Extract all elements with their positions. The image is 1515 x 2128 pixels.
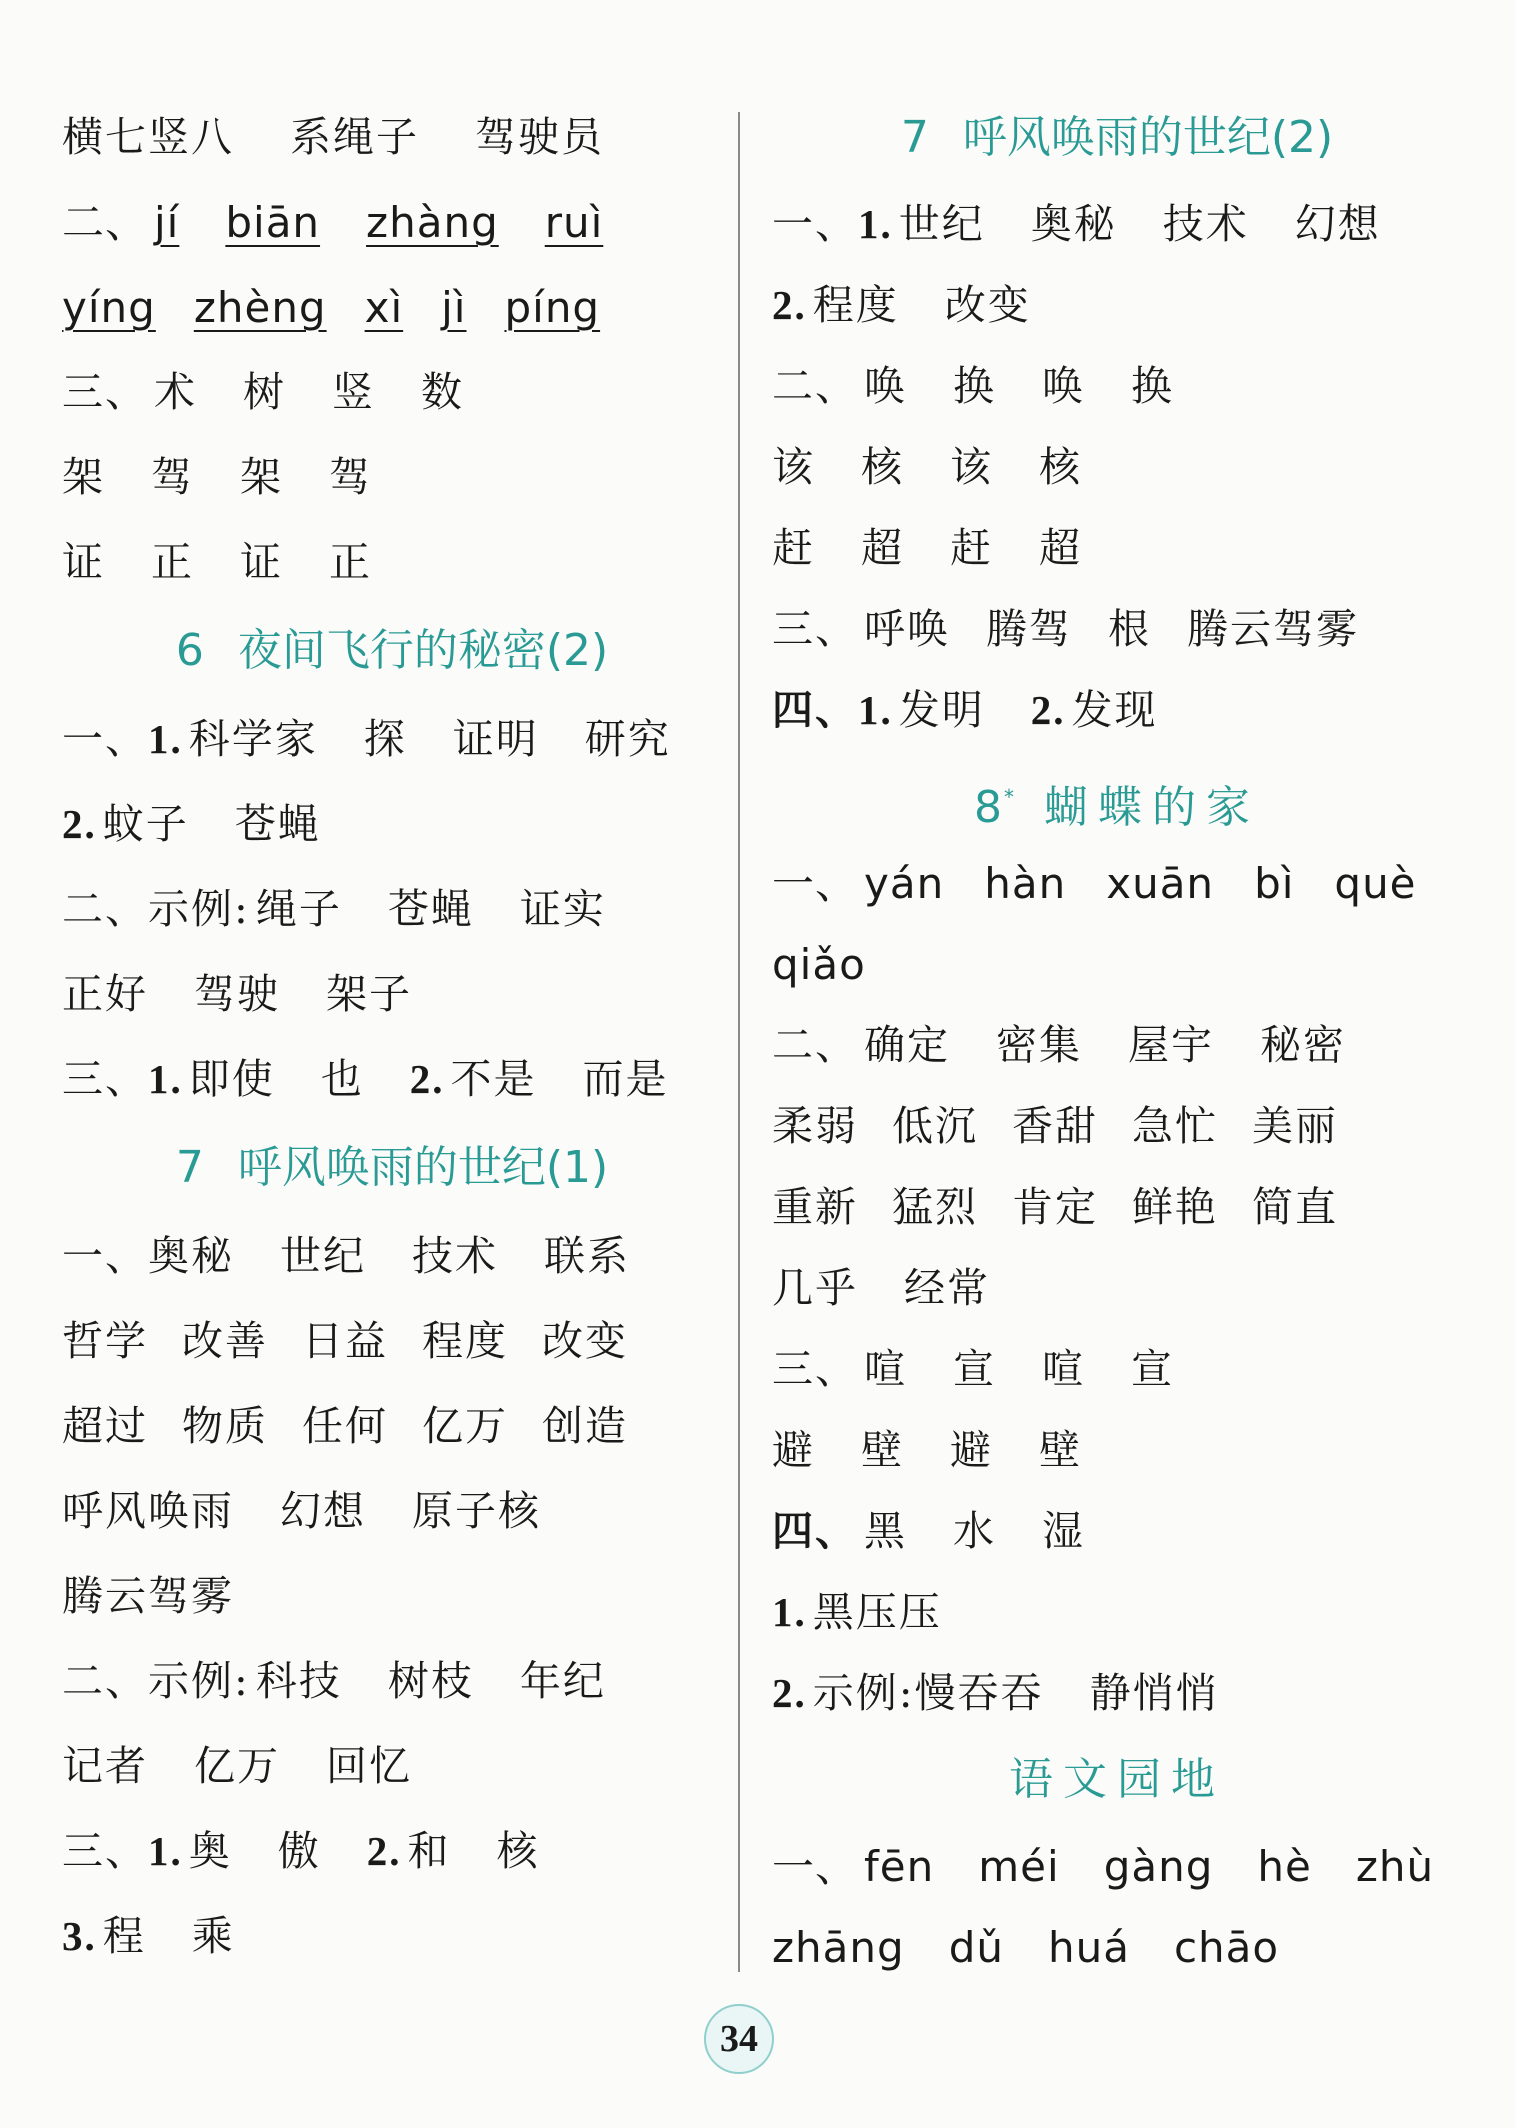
answer-line (62, 952, 722, 1037)
answer-word: 简直 (1252, 1183, 1338, 1231)
lesson-name: 夜间飞行的秘密(2) (237, 625, 609, 676)
answer-line (772, 1005, 1462, 1086)
answer-word: 程 (102, 1912, 146, 1960)
answer-line (62, 1554, 722, 1639)
answer-word: 亿万 (194, 1742, 280, 1790)
lesson-number: 6 (175, 625, 204, 676)
optional-mark: * (1004, 785, 1014, 809)
answer-word: 黑 (864, 1507, 907, 1555)
page-number: 34 (704, 2004, 774, 2074)
answer-word: 改变 (944, 281, 1031, 329)
lesson-title (62, 605, 722, 697)
pinyin-line (772, 1826, 1462, 1907)
answer-word: 密集 (996, 1021, 1082, 1069)
answer-word: 苍蝇 (387, 885, 474, 933)
answer-word: 换 (1131, 362, 1174, 410)
answer-line (772, 1653, 1462, 1734)
pinyin-line (772, 1907, 1462, 1988)
answer-line (772, 184, 1462, 265)
answer-word: 超过 (62, 1402, 148, 1450)
section-prefix: 二、 (62, 198, 149, 247)
item-number: 1. (148, 1056, 183, 1102)
answer-word: 正好 (62, 970, 148, 1018)
answer-word: 亿万 (422, 1402, 508, 1450)
answer-word: 证 (62, 538, 105, 586)
answer-word: 湿 (1042, 1507, 1085, 1555)
answer-word: 急忙 (1132, 1102, 1218, 1150)
answer-line (62, 1037, 722, 1122)
section-prefix: 三、 (62, 368, 148, 416)
section-prefix: 一、 (62, 715, 148, 763)
answer-word: 赶 (772, 524, 815, 572)
answer-word: 猛烈 (892, 1183, 978, 1231)
section-prefix: 二、示例: (62, 1657, 250, 1705)
answer-word: 乘 (191, 1912, 235, 1960)
answer-word: 世纪 (280, 1232, 366, 1280)
lesson-name: 呼风唤雨的世纪(2) (962, 112, 1334, 163)
pinyin: fēn (864, 1842, 935, 1891)
pinyin-line (62, 180, 722, 265)
answer-word: 秘密 (1260, 1021, 1346, 1069)
answer-word: 而是 (582, 1055, 669, 1103)
answer-word: 技术 (412, 1232, 498, 1280)
section-name: 语文园地 (1009, 1754, 1225, 1805)
answer-word: 记者 (62, 1742, 148, 1790)
item-number: 1. (858, 687, 893, 733)
pinyin: xì (364, 283, 404, 332)
answer-line (772, 1572, 1462, 1653)
answer-line (62, 782, 722, 867)
answer-word: 鲜艳 (1132, 1183, 1218, 1231)
answer-word: 腾驾 (986, 605, 1072, 653)
pinyin: chāo (1173, 1923, 1280, 1972)
answer-word: 架 (240, 453, 283, 501)
pinyin: ruì (544, 198, 604, 247)
answer-word: 壁 (1039, 1426, 1082, 1474)
item-number: 2. (366, 1828, 402, 1874)
answer-word: 不是 (450, 1055, 537, 1103)
answer-word: 蚊子 (102, 800, 189, 848)
answer-word: 经常 (904, 1264, 990, 1312)
answer-word: 呼风唤雨 (62, 1487, 234, 1535)
section-prefix: 三、 (62, 1827, 148, 1875)
pinyin: zhèng (193, 283, 327, 332)
answer-line (62, 520, 722, 605)
answer-word: 绳子 (255, 885, 342, 933)
item-number: 1. (148, 1828, 183, 1874)
answer-word: 确定 (864, 1021, 950, 1069)
pinyin-line (62, 265, 722, 350)
pinyin: hè (1257, 1842, 1312, 1891)
pinyin: jì (441, 283, 467, 332)
lesson-title (772, 92, 1462, 184)
answer-word: 幻想 (280, 1487, 366, 1535)
answer-word: 唤 (1042, 362, 1085, 410)
answer-word: 科技 (255, 1657, 342, 1705)
section-prefix: 四、 (772, 686, 858, 734)
section-prefix: 三、 (772, 1345, 858, 1393)
lesson-number: 8 (974, 782, 1002, 833)
answer-word: 肯定 (1012, 1183, 1098, 1231)
answer-word: 喧 (864, 1345, 907, 1393)
answer-line (772, 346, 1462, 427)
answer-word: 系绳子 (290, 113, 419, 161)
pinyin: qiǎo (772, 940, 866, 989)
item-number: 1. (772, 1589, 807, 1635)
pinyin: méi (978, 1842, 1060, 1891)
answer-line (62, 1894, 722, 1979)
item-number: 1. (148, 716, 183, 762)
answer-line (62, 350, 722, 435)
answer-line (62, 1299, 722, 1384)
answer-word: 苍蝇 (234, 800, 321, 848)
answer-word: 即使 (188, 1055, 275, 1103)
answer-word: 研究 (584, 715, 671, 763)
answer-line (62, 1809, 722, 1894)
answer-word: 香甜 (1012, 1102, 1098, 1150)
section-prefix: 二、 (772, 1021, 858, 1069)
answer-word: 哲学 (62, 1317, 148, 1365)
pinyin: què (1334, 859, 1417, 908)
column-divider (738, 112, 740, 1972)
section-prefix: 一、 (62, 1232, 148, 1280)
answer-word: 发现 (1071, 686, 1158, 734)
answer-line (62, 1469, 722, 1554)
answer-word: 竖 (332, 368, 375, 416)
answer-word: 傲 (277, 1827, 321, 1875)
answer-word: 根 (1108, 605, 1151, 653)
section-prefix: 三、 (772, 605, 858, 653)
answer-word: 日益 (302, 1317, 388, 1365)
answer-word: 超 (861, 524, 904, 572)
pinyin: zhàng (366, 198, 499, 247)
answer-line (772, 1329, 1462, 1410)
answer-word: 低沉 (892, 1102, 978, 1150)
answer-word: 任何 (302, 1402, 388, 1450)
lesson-title (772, 751, 1462, 843)
answer-word: 屋宇 (1128, 1021, 1214, 1069)
answer-word: 奥秘 (148, 1232, 234, 1280)
answer-word: 该 (950, 443, 993, 491)
item-number: 2. (772, 1670, 807, 1716)
answer-line (772, 1248, 1462, 1329)
answer-line (62, 697, 722, 782)
lesson-number: 7 (175, 1142, 204, 1193)
answer-word: 程度 (812, 281, 899, 329)
item-number: 2. (62, 801, 97, 847)
answer-word: 程度 (422, 1317, 508, 1365)
pinyin-line (772, 924, 1462, 1005)
answer-word: 超 (1039, 524, 1082, 572)
answer-word: 树 (243, 368, 286, 416)
item-number: 2. (409, 1056, 445, 1102)
answer-word: 正 (329, 538, 372, 586)
pinyin: dǔ (948, 1923, 1004, 1972)
answer-word: 奥 (188, 1827, 232, 1875)
answer-word: 呼唤 (864, 605, 950, 653)
answer-word: 证 (240, 538, 283, 586)
answer-word: 证明 (452, 715, 539, 763)
pinyin: huá (1047, 1923, 1130, 1972)
answer-word: 避 (950, 1426, 993, 1474)
pinyin: xuān (1106, 859, 1215, 908)
answer-word: 世纪 (898, 200, 985, 248)
answer-word: 物质 (182, 1402, 268, 1450)
answer-word: 架 (62, 453, 105, 501)
answer-word: 原子核 (412, 1487, 541, 1535)
section-prefix: 一、 (772, 1842, 859, 1891)
answer-word: 奥秘 (1030, 200, 1117, 248)
answer-line (772, 670, 1462, 751)
answer-word: 慢吞吞 (914, 1669, 1044, 1717)
answer-word: 树枝 (387, 1657, 474, 1705)
lesson-name: 蝴蝶的家 (1044, 782, 1260, 833)
lesson-number: 7 (900, 112, 929, 163)
answer-word: 证实 (519, 885, 606, 933)
answer-word: 创造 (542, 1402, 628, 1450)
answer-word: 静悄悄 (1089, 1669, 1219, 1717)
answer-word: 腾云驾雾 (1187, 605, 1359, 653)
answer-line (772, 427, 1462, 508)
answer-word: 技术 (1162, 200, 1249, 248)
answer-word: 驾驶员 (475, 113, 604, 161)
answer-word: 重新 (772, 1183, 858, 1231)
answer-word: 回忆 (326, 1742, 412, 1790)
answer-word: 发明 (898, 686, 985, 734)
answer-word: 避 (772, 1426, 815, 1474)
answer-line (62, 435, 722, 520)
right-column (772, 92, 1462, 1988)
pinyin: biān (225, 198, 321, 247)
answer-line (772, 1410, 1462, 1491)
answer-line (772, 1167, 1462, 1248)
item-number: 2. (772, 282, 807, 328)
lesson-title (62, 1122, 722, 1214)
answer-word: 美丽 (1252, 1102, 1338, 1150)
answer-word: 横七竖八 (62, 113, 234, 161)
pinyin: píng (504, 283, 601, 332)
section-prefix: 三、 (62, 1055, 148, 1103)
answer-word: 改善 (182, 1317, 268, 1365)
answer-line (772, 589, 1462, 670)
answer-line (62, 1384, 722, 1469)
answer-word: 黑压压 (812, 1588, 942, 1636)
answer-word: 年纪 (519, 1657, 606, 1705)
answer-word: 赶 (950, 524, 993, 572)
item-number: 3. (62, 1913, 97, 1959)
answer-word: 也 (320, 1055, 364, 1103)
answer-word: 宣 (1131, 1345, 1174, 1393)
lesson-name: 呼风唤雨的世纪(1) (237, 1142, 609, 1193)
section-prefix: 二、示例: (62, 885, 250, 933)
answer-word: 水 (953, 1507, 996, 1555)
section-prefix: 二、 (772, 362, 858, 410)
section-prefix: 四、 (772, 1507, 858, 1555)
answer-word: 改变 (542, 1317, 628, 1365)
answer-word: 宣 (953, 1345, 996, 1393)
answer-word: 驾驶 (194, 970, 280, 1018)
answer-word: 核 (1039, 443, 1082, 491)
answer-word: 数 (421, 368, 464, 416)
pinyin: jí (154, 198, 180, 247)
answer-word: 正 (151, 538, 194, 586)
pinyin: gàng (1103, 1842, 1214, 1891)
answer-word: 幻想 (1294, 200, 1381, 248)
answer-word: 驾 (151, 453, 194, 501)
answer-line (772, 1086, 1462, 1167)
answer-word: 喧 (1042, 1345, 1085, 1393)
answer-line (62, 867, 722, 952)
answer-line (772, 1491, 1462, 1572)
item-number: 1. (858, 201, 893, 247)
answer-line (62, 1639, 722, 1724)
item-number: 2. (1030, 687, 1066, 733)
answer-word: 唤 (864, 362, 907, 410)
pinyin-line (772, 843, 1462, 924)
answer-line (772, 265, 1462, 346)
section-title (772, 1734, 1462, 1826)
pinyin: zhù (1355, 1842, 1435, 1891)
answer-word: 术 (154, 368, 197, 416)
answer-word: 几乎 (772, 1264, 858, 1312)
answer-word: 腾云驾雾 (62, 1572, 234, 1620)
pinyin: zhāng (772, 1923, 905, 1972)
pinyin: yán (864, 859, 945, 908)
answer-line (62, 1214, 722, 1299)
pinyin: yíng (62, 283, 156, 332)
answer-line (62, 95, 722, 180)
answer-word: 探 (363, 715, 407, 763)
section-prefix: 示例: (812, 1669, 915, 1717)
answer-word: 柔弱 (772, 1102, 858, 1150)
answer-word: 该 (772, 443, 815, 491)
answer-word: 核 (496, 1827, 540, 1875)
answer-word: 驾 (329, 453, 372, 501)
pinyin: hàn (984, 859, 1067, 908)
answer-line (772, 508, 1462, 589)
answer-word: 壁 (861, 1426, 904, 1474)
answer-word: 换 (953, 362, 996, 410)
answer-line (62, 1724, 722, 1809)
answer-word: 架子 (326, 970, 412, 1018)
pinyin: bì (1254, 859, 1295, 908)
answer-word: 和 (407, 1827, 451, 1875)
section-prefix: 一、 (772, 859, 859, 908)
answer-word: 核 (861, 443, 904, 491)
section-prefix: 一、 (772, 200, 858, 248)
left-column (62, 95, 722, 1979)
answer-word: 科学家 (188, 715, 318, 763)
answer-word: 联系 (544, 1232, 630, 1280)
